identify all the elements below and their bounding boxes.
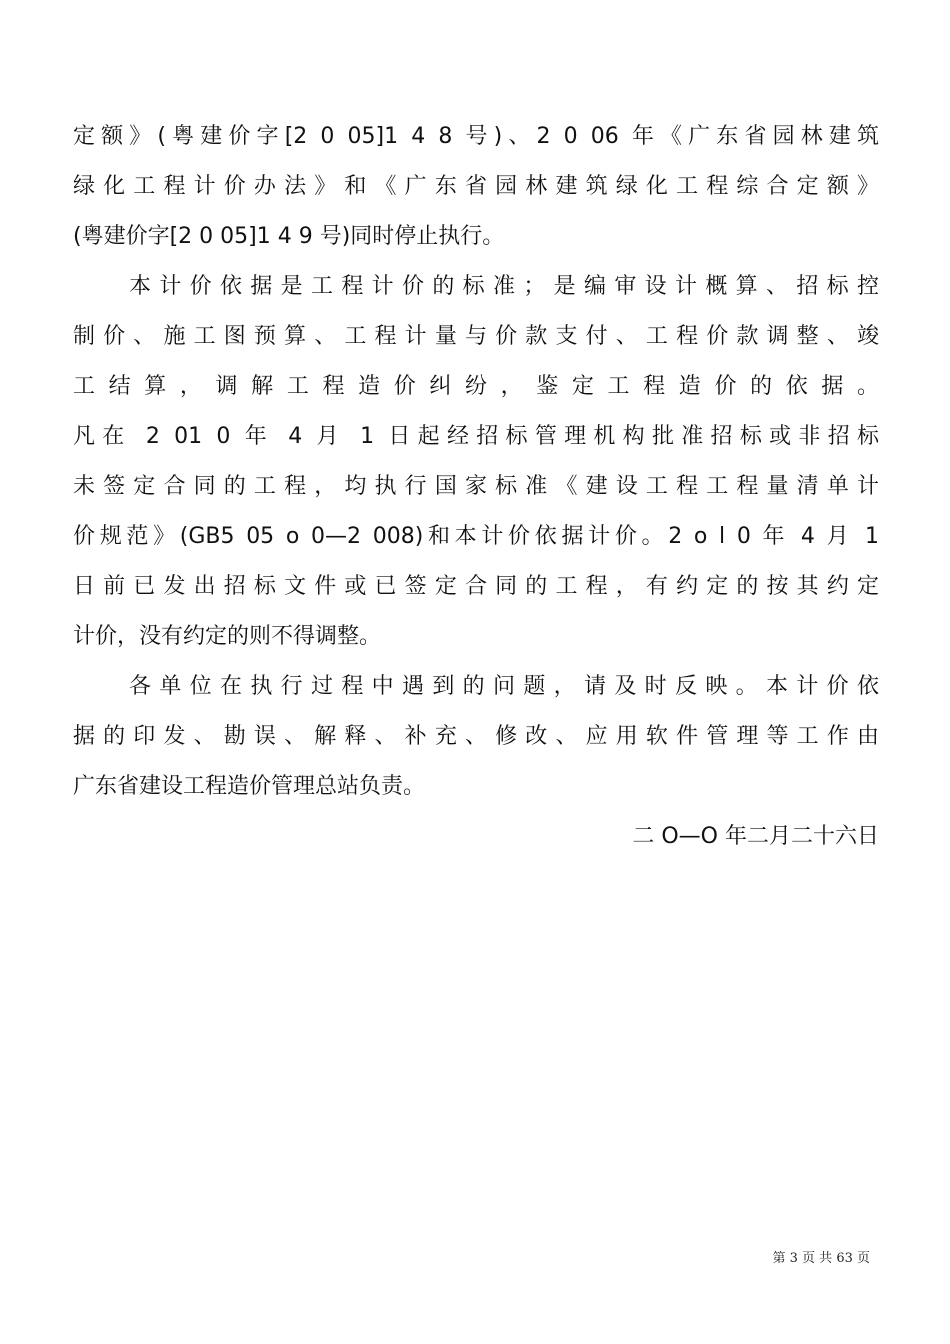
document-date: 二 O—O 年二月二十六日: [632, 824, 879, 849]
document-body: [73, 112, 879, 862]
text-line: 日前已发出招标文件或已签定合同的工程，有约定的按其约定: [73, 574, 879, 599]
text-line: 凡在 2 01 0 年 4 月 1 日起经招标管理机构批准招标或非招标: [73, 424, 879, 449]
page-number-footer: 第 3 页 共 63 页: [772, 1251, 870, 1266]
text-line: 制价、施工图预算、工程计量与价款支付、工程价款调整、竣: [73, 324, 879, 349]
text-line: 计价，没有约定的则不得调整。: [73, 624, 382, 649]
text-line: (粤建价字[2 0 05]1 4 9 号)同时停止执行。: [73, 224, 505, 249]
text-line: 未签定合同的工程，均执行国家标准《建设工程工程量清单计: [73, 474, 879, 499]
text-line: 价规范》(GB5 05 o 0—2 008)和本计价依据计价。2 o l 0 年 4 月 1: [73, 524, 879, 549]
paragraph-start-line: 本计价依据是工程计价的标准；是编审设计概算、招标控: [129, 274, 879, 299]
text-line: 据的印发、勘误、解释、补充、修改、应用软件管理等工作由: [73, 724, 879, 749]
text-line: 定额》(粤建价字[2 0 05]1 4 8 号)、2 0 06 年《广东省园林建筑: [73, 124, 879, 149]
text-line: 工结算，调解工程造价纠纷，鉴定工程造价的依据。: [73, 374, 879, 399]
text-line: 绿化工程计价办法》和《广东省园林建筑绿化工程综合定额》: [73, 174, 879, 199]
paragraph-start-line: 各单位在执行过程中遇到的问题，请及时反映。本计价依: [129, 674, 879, 699]
text-line: 广东省建设工程造价管理总站负责。: [73, 774, 426, 799]
